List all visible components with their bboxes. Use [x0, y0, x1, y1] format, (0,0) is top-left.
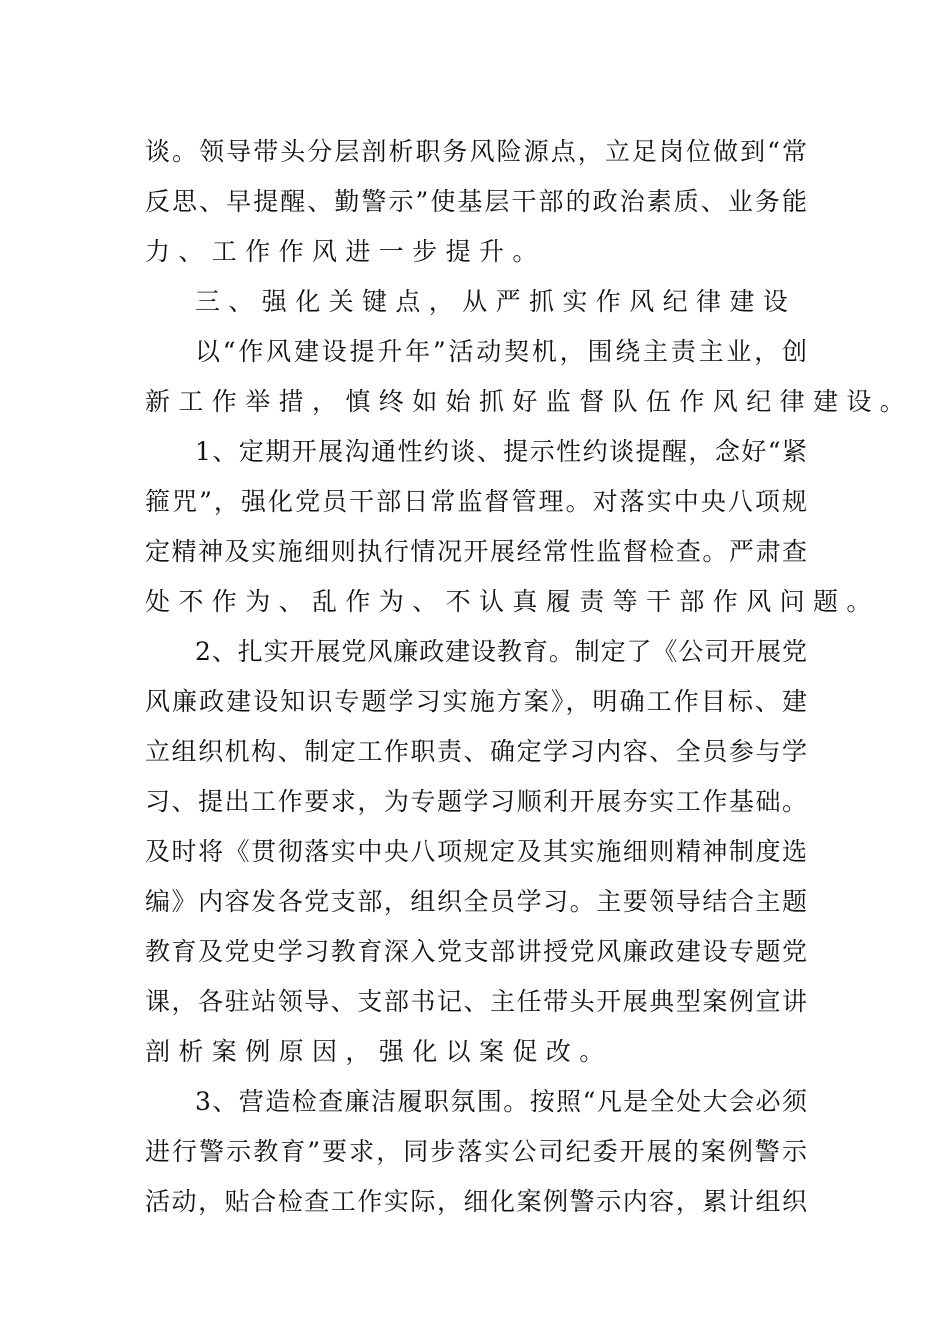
text-line: 1、定期开展沟通性约谈、提示性约谈提醒，念好“紧 — [195, 437, 807, 466]
text-line: 力、工作作风进一步提升。 — [145, 237, 546, 266]
text-line: 三、强化关键点，从严抓实作风纪律建设 — [195, 287, 797, 316]
text-line: 新工作举措，慎终如始抓好监督队伍作风纪律建设。 — [145, 387, 914, 416]
text-line: 习、提出工作要求，为专题学习顺利开展夯实工作基础。 — [145, 787, 807, 816]
paragraph — [145, 627, 807, 1077]
text-line: 箍咒”，强化党员干部日常监督管理。对落实中央八项规 — [145, 487, 807, 516]
text-line: 处不作为、乱作为、不认真履责等干部作风问题。 — [145, 587, 880, 616]
text-line: 剖析案例原因，强化以案促改。 — [145, 1037, 613, 1066]
paragraph — [145, 327, 914, 427]
text-line: 定精神及实施细则执行情况开展经常性监督检查。严肃查 — [145, 537, 807, 566]
text-line: 反思、早提醒、勤警示”使基层干部的政治素质、业务能 — [145, 187, 807, 216]
text-line: 及时将《贯彻落实中央八项规定及其实施细则精神制度选 — [145, 837, 807, 866]
paragraph — [145, 1077, 807, 1227]
document-body — [145, 127, 914, 1227]
text-line: 编》内容发各党支部，组织全员学习。主要领导结合主题 — [145, 887, 807, 916]
text-line: 3、营造检查廉洁履职氛围。按照“凡是全处大会必须 — [195, 1087, 807, 1116]
text-line: 风廉政建设知识专题学习实施方案》，明确工作目标、建 — [145, 687, 807, 716]
text-line: 课，各驻站领导、支部书记、主任带头开展典型案例宣讲 — [145, 987, 807, 1016]
text-line: 活动，贴合检查工作实际，细化案例警示内容，累计组织 — [145, 1187, 807, 1216]
text-line: 谈。领导带头分层剖析职务风险源点，立足岗位做到“常 — [145, 137, 807, 166]
section-heading — [145, 277, 807, 327]
text-line: 以“作风建设提升年”活动契机，围绕主责主业，创 — [195, 337, 807, 366]
text-line: 2、扎实开展党风廉政建设教育。制定了《公司开展党 — [195, 637, 807, 666]
text-line: 教育及党史学习教育深入党支部讲授党风廉政建设专题党 — [145, 937, 807, 966]
paragraph — [145, 427, 880, 627]
text-line: 立组织机构、制定工作职责、确定学习内容、全员参与学 — [145, 737, 807, 766]
paragraph — [145, 127, 807, 277]
text-line: 进行警示教育”要求，同步落实公司纪委开展的案例警示 — [145, 1137, 807, 1166]
